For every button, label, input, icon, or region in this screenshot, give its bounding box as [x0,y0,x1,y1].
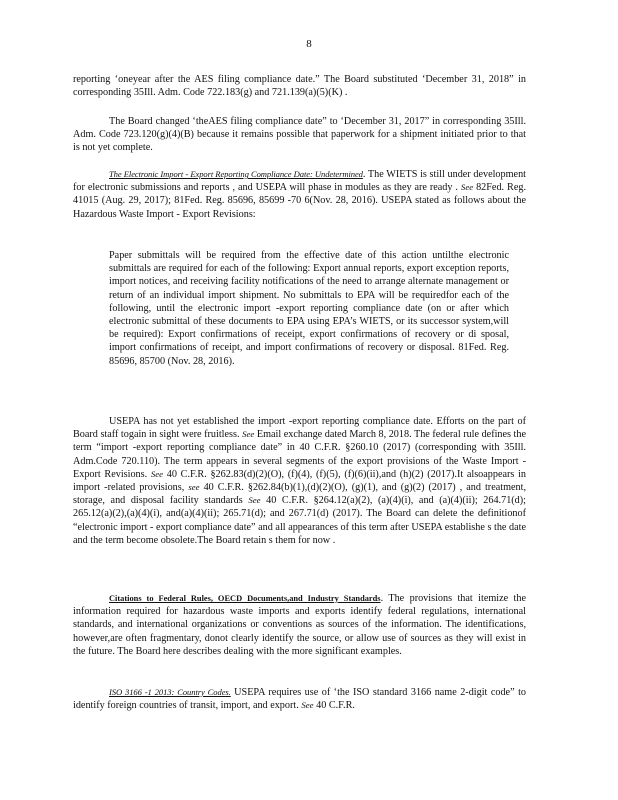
page-number: 8 [306,38,312,50]
paragraph-text: reporting ‘oneyear after the AES filing compliance date.” The Board substituted ‘December 31, 2018” in corresponding 35Ill. Adm. Code 722.183(g) and 721.139(a)(5)(K) . [73,74,526,99]
paragraph-text: 40 C.F.R. §262.84(b)(1),(d)(2)(O), (g)(1), and (g)(2) (2017) , and treatment, storage, and disposal facility standards [73,482,526,507]
paragraph-aes-filing-change [73,115,526,155]
paragraph-text: . The WIETS is still under development for electronic submissions and reports , and USEPA will phase in modules as they are ready . [73,169,526,194]
see-signal: see [188,482,200,493]
quote-text: Paper submittals will be required from the effective date of this action untilthe electronic submittals are required for each of the following: Export annual reports, export exception reports, import notices, and receiving facility notifications of the need to arrange alternate management or return of an individual import shipment. No submittals to EPA will be requiredfor each of the following, until the electronic import -export reporting compliance date (on or after which electronic submittal of these documents to EPA using EPA’s WIETS, or its successor system,will be required): Export confirmations of receipt, export confirmations of recovery or di sposal, import confirmations of receipt, and import confirmations of recovery or disposal. 81Fed. Reg. 85696, 85700 (Nov. 28, 2016). [109,250,509,367]
paragraph-text: Email exchange dated March 8, 2018. The federal rule defines the term “import -export reporting compliance date” in 40 C.F.R. §260.10 (2017) (corresponding with 35Ill. Adm.Code 720.110). The term appears in several segments of the export provisions of the Waste Import - Export Revisions. [73,429,527,480]
block-quote [109,249,509,368]
paragraph-text: 40 C.F.R. §264.12(a)(2), (a)(4)(i), and (a)(4)(ii); 264.71(d); 265.12(a)(2),(a)(4)(i), and(a)(4)(ii); 265.71(d); and 267.71(d) (2017). The Board can delete the definitionof “electronic import - export compliance date” and all appearances of this term after USEPA establishe s the date and the term become obsolete.The Board retain s them for now . [73,495,527,546]
paragraph-text: USEPA has not yet established the import -export reporting compliance date. Efforts on the part of Board staff togain in sight were fruitless. [73,416,526,441]
see-signal: See [248,495,261,506]
see-signal: See [460,182,474,193]
paragraph-text: . The provisions that itemize the information required for hazardous waste imports and exports identify federal regulations, international standards, and international organizations or conventions as sources of the information. The identifications, however,are often fragmentary, donot clearly identify the source, or allow use of sources as they will exist in the future. The Board here describes dealing with the more significant examples. [73,593,526,657]
see-signal: See [150,468,164,479]
paragraph-electronic-reporting-date [73,168,526,221]
see-signal: See [242,429,255,440]
paragraph-import-export-date [73,415,526,547]
paragraph-text: 40 C.F.R. [316,700,355,712]
section-heading: The Electronic Import - Export Reporting Compliance Date: Undetermined [109,169,363,179]
section-heading: ISO 3166 -1 2013: Country Codes. [109,687,231,697]
paragraph-text: The Board changed ‘theAES filing compliance date” to ‘December 31, 2017” in corresponding 35Ill. Adm. Code 723.120(g)(4)(B) because it remains possible that paperwork for a shipment initiated prior to that is not yet complete. [73,116,526,154]
section-heading: Citations to Federal Rules, OECD Documents,and Industry Standards [109,594,381,603]
see-signal: See [301,700,314,711]
paragraph-aes-date-continued [73,73,526,99]
paragraph-text: 40 C.F.R. §262.83(d)(2)(O), (f)(4), (f)(5), (f)(6)(ii),and (h)(2) (2017).It alsoappears in import -related provisions, [73,468,527,494]
paragraph-text: USEPA requires use of ‘the ISO standard 3166 name 2-digit code” to identify foreign countries of transit, import, and export. [73,687,526,712]
paragraph-citations [73,592,526,658]
paragraph-iso-3166 [73,686,526,712]
paragraph-text: 82Fed. Reg. 41015 (Aug. 29, 2017); 81Fed. Reg. 85696, 85699 -70 6(Nov. 28, 2016). USEPA stated as follows about the Hazardous Waste Import - Export Revisions: [73,182,526,220]
